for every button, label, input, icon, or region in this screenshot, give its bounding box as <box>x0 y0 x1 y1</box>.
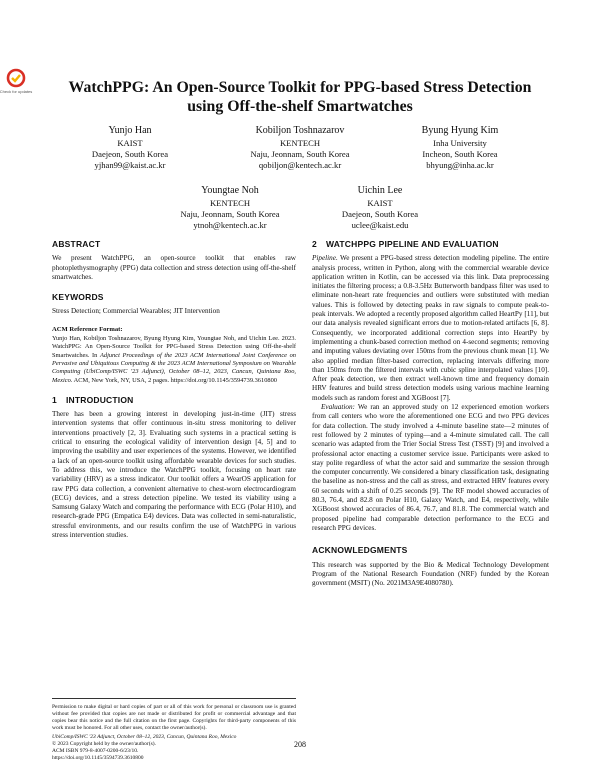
author-5 <box>295 185 465 231</box>
author-email[interactable]: yjhan99@kaist.ac.kr <box>94 159 166 170</box>
badge-label: Check for updates <box>0 89 33 94</box>
author-affiliation: Inha University <box>433 137 487 148</box>
left-column <box>52 240 296 695</box>
author-2 <box>215 125 385 171</box>
footnote-separator <box>52 698 296 699</box>
evaluation-text: We ran an approved study on 12 experienced emotion workers from call centers who wore the aforementioned one ECG and two PPG devices for data collection. The study involved a 4-minute baseline state—2 minutes of rest followed by 2 minutes of typing—and a 4-minute simulated call. The call scenario was adapted from the Trier Social Stress Test (TSST) [9] and involved a professional actor enacting a customer service issue. Participants were asked to stay polite regardless of what the actor said and summarize the session through the computer concurrently. We considered a binary classification task, designating the baseline as non-stress and the call as stress, and extracted HRV features every 60 seconds with a shift of 0.25 seconds [9]. The RF model showed accuracies of 80.3, 76.4, and 82.8 on Polar H10, Galaxy Watch, and E4, respectively, while XGBoost showed accuracies of 86.4, 76.7, and 81.8. The commercial watch and proposed pipeline had comparable detection performance to the ECG and research PPG devices. <box>312 403 549 532</box>
author-email[interactable]: uclee@kaist.edu <box>351 219 409 230</box>
right-column <box>312 240 549 695</box>
intro-text: There has been a growing interest in developing just-in-time (JIT) stress intervention systems that offer continuous in-situ stress monitoring to deliver interventions proactively [2, 3]. Evaluating such systems in a practical setting is critical to ensuring the ecological validity of intervention design [4, 5] and to improving the usability and user experiences of the systems. However, we identified a lack of an open-source toolkit using affordable wearable devices for such studies. To address this, we introduce the WatchPPG toolkit, focusing on heart rate variability (HRV) as a stress indicator. Our toolkit offers a WearOS application for raw PPG data collection, a convenient alternative to chest-worn electrocardiogram (ECG) devices, and a stress detection pipeline. We tested its viability using a Samsung Galaxy Watch and comparing the performance with ECG (Polar H10), and research-grade PPG (Empatica E4) devices. Data was collected in semi-naturalistic, stressful environments, and our results confirm the use of WatchPPG in various stress intervention studies. <box>52 410 296 540</box>
footnote <box>52 704 296 762</box>
abstract-heading: ABSTRACT <box>52 239 101 249</box>
author-affiliation: KENTECH <box>279 137 321 148</box>
footnote-conference: UbiComp/ISWC '23 Adjunct, October 08–12, 2023, Cancun, Quintana Roo, Mexico <box>52 734 237 740</box>
pipeline-paragraph <box>312 254 549 403</box>
author-3 <box>375 125 545 171</box>
author-name: Kobiljon Toshnazarov <box>255 125 345 136</box>
author-location: Incheon, South Korea <box>422 148 498 159</box>
pipeline-number: 2 <box>312 239 317 249</box>
reference-format-text <box>52 335 296 385</box>
pipeline-heading-label: WATCHPPG PIPELINE AND EVALUATION <box>325 239 499 249</box>
paper-title: WatchPPG: An Open-Source Toolkit for PPG-based Stress Detection using Off-the-shelf Smartwatches <box>68 79 532 115</box>
author-location: Daejeon, South Korea <box>91 148 169 159</box>
author-location: Naju, Jeonnam, South Korea <box>250 148 350 159</box>
footnote-copyright: © 2023 Copyright held by the owner/author(s). <box>52 741 156 747</box>
footnote-isbn: ACM ISBN 979-8-4007-0200-6/23/10. <box>52 748 139 754</box>
pipeline-lead: Pipeline. <box>312 254 338 263</box>
author-name: Yunjo Han <box>108 125 152 136</box>
evaluation-lead: Evaluation: <box>321 403 355 412</box>
footnote-doi[interactable]: https://doi.org/10.1145/3594739.3610800 <box>52 755 144 761</box>
author-affiliation: KENTECH <box>209 197 251 208</box>
reference-venue: Adjunct Proceedings of the 2023 ACM International Joint Conference on Pervasive and Ubiquitous Computing & the 2023 ACM International Symposium on Wearable Computing (UbiComp/ISWC '23 Adjunct), October 08–12, 2023, Cancun, Quintana Roo, Mexico. <box>52 351 296 384</box>
reference-authors: Yunjo Han, Kobiljon Toshnazarov, Byung Hyung Kim, Youngtae Noh, and Uichin Lee. 2023. WatchPPG: An Open-Source Toolkit for PPG-based Stress Detection using Off-the-shelf Smartwatches. In <box>52 335 296 359</box>
abstract-text: We present WatchPPG, an open-source toolkit that enables raw photoplethysmography (PPG) data collection and stress detection using off-the-shelf smartwatches. <box>52 254 296 281</box>
intro-heading-label: INTRODUCTION <box>65 394 134 405</box>
author-name: Youngtae Noh <box>201 185 259 196</box>
page-number: 208 <box>294 740 306 749</box>
pipeline-text: We present a PPG-based stress detection modeling pipeline. The entire analysis process, written in Python, along with the commercial wearable device application written in Kotlin, can be accessed via this link. Data preprocessing initiates the filtering process; a 0.8-3.5Hz Butterworth bandpass filter was used to eliminate non-heart rate frequencies and outliers were substituted with median values. This is followed by detecting peaks in raw signals to compute peak-to-peak intervals. We adopted a recently proposed algorithm called HeartPy [11], but our data analysis revealed significant errors due to motion-related artifacts [6, 8]. Consequently, we incorporated additional correction steps into HeartPy by implementing a chunk-based correction method on 4-second segments; removing and imputing values deviating over 150ms from the previous chunk mean [1]. We also applied median filter-based correction, replacing intervals differing more than 150ms from the filtered intervals with cubic spline interpolated values [10]. After peak detection, we then extract well-known time and frequency domain HRV features and build stress detection models using various machine learning models such as random forest and XGBoost [7]. <box>312 254 549 402</box>
author-affiliation: KAIST <box>117 137 143 148</box>
reference-doi[interactable]: ACM, New York, NY, USA, 2 pages. https://doi.org/10.1145/3594739.3610800 <box>72 376 277 384</box>
evaluation-paragraph <box>312 403 549 533</box>
reference-format-heading: ACM Reference Format: <box>52 325 123 333</box>
author-4 <box>145 185 315 231</box>
keywords-text: Stress Detection; Commercial Wearables; JIT Intervention <box>52 307 220 316</box>
author-1 <box>45 125 215 171</box>
author-affiliation: KAIST <box>367 197 393 208</box>
keywords-heading: KEYWORDS <box>52 292 104 303</box>
ack-heading: ACKNOWLEDGMENTS <box>312 545 408 556</box>
author-name: Uichin Lee <box>357 185 403 196</box>
author-email[interactable]: ytnoh@kentech.ac.kr <box>193 219 267 230</box>
pipeline-heading <box>312 240 549 249</box>
author-location: Daejeon, South Korea <box>341 208 419 219</box>
author-name: Byung Hyung Kim <box>421 125 499 136</box>
intro-number: 1 <box>52 394 57 405</box>
author-email[interactable]: qobiljon@kentech.ac.kr <box>258 159 342 170</box>
intro-heading <box>52 396 296 405</box>
ack-text: This research was supported by the Bio & Medical Technology Development Program of the National Research Foundation (NRF) funded by the Korean government (MSIT) (No. 2021M3A9E4080780). <box>312 560 549 588</box>
author-email[interactable]: bhyung@inha.ac.kr <box>426 159 494 170</box>
author-location: Naju, Jeonnam, South Korea <box>180 208 280 219</box>
check-for-updates-icon[interactable] <box>0 68 33 100</box>
footnote-permission: Permission to make digital or hard copies of part or all of this work for personal or classroom use is granted without fee provided that copies are not made or distributed for profit or commercial advantage and that copies bear this notice and the full citation on the first page. Copyrights for third-party components of this work must be honored. For all other uses, contact the owner/author(s). <box>52 704 296 731</box>
